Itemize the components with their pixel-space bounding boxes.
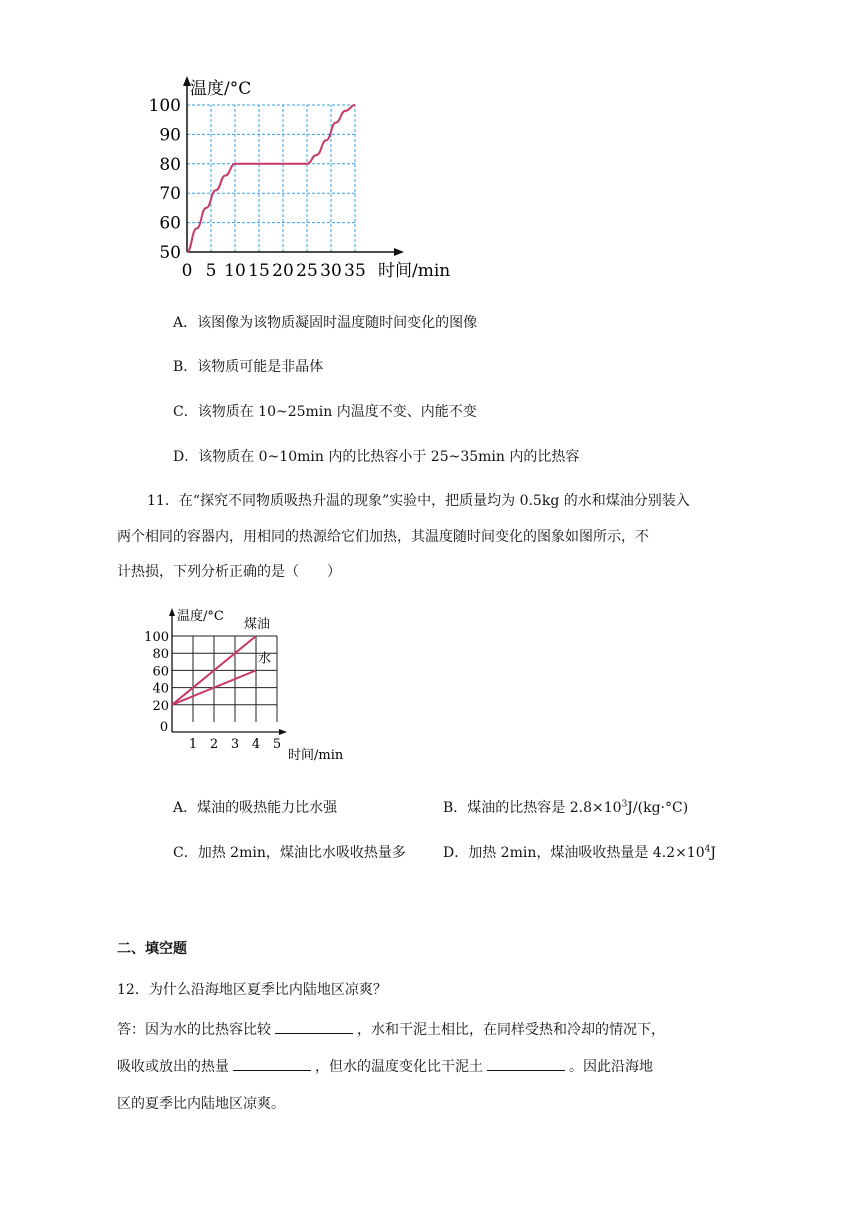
q10-option-c[interactable]: C．该物质在 10~25min 内温度不变、内能不变	[173, 404, 477, 420]
chart1-x-tick-label: 30	[320, 261, 342, 281]
chart1-y-tick-label: 100	[148, 96, 181, 116]
chart2-x-tick-label: 1	[188, 737, 198, 752]
chart1-x-tick-label: 20	[272, 261, 294, 281]
q10-option-d[interactable]: D．该物质在 0~10min 内的比热容小于 25~35min 内的比热容	[173, 449, 580, 465]
chart2-y-arrow	[169, 608, 175, 616]
chart1-y-tick-label: 80	[159, 154, 181, 175]
chart2-series-label: 煤油	[244, 617, 271, 632]
q12-blank-2[interactable]	[233, 1056, 311, 1071]
q11-option-c[interactable]: C．加热 2min，煤油比水吸收热量多	[173, 845, 406, 861]
q11-stem-line-2: 两个相同的容器内，用相同的热源给它们加热，其温度随时间变化的图象如图所示，不	[117, 529, 649, 545]
q12-answer-part-5: 。因此沿海地	[569, 1059, 653, 1075]
chart1-grid	[187, 105, 355, 252]
q12-blank-3[interactable]	[487, 1056, 565, 1071]
q11-option-d[interactable]	[443, 842, 716, 862]
chart2-tick-labels	[144, 630, 281, 752]
chart2-x-tick-label: 5	[272, 737, 282, 752]
chart2-y-tick-label: 20	[152, 698, 169, 714]
chart2-y-tick-label: 40	[152, 681, 169, 697]
chart2-x-tick-label: 4	[251, 737, 261, 752]
chart2-x-tick-label: 3	[230, 737, 240, 752]
chart1-x-tick-label: 0	[181, 261, 193, 281]
chart1-x-tick-label: 35	[344, 261, 366, 281]
q10-option-a[interactable]: A．该图像为该物质凝固时温度随时间变化的图像	[173, 315, 478, 331]
q11-option-d-exp: 4	[704, 844, 711, 855]
q11-option-b-suffix: J/(kg·°C)	[627, 800, 689, 816]
chart1-ylabel: 温度/°C	[190, 79, 252, 99]
q12-answer-part-3: 吸收或放出的热量	[117, 1059, 229, 1075]
chart1-y-tick-label: 90	[159, 125, 181, 146]
temperature-time-chart-1	[140, 70, 470, 285]
chart1-x-tick-label: 25	[296, 261, 318, 281]
chart2-series-label: 水	[258, 651, 272, 667]
temperature-time-chart-2	[140, 602, 360, 767]
chart1-y-tick-label: 50	[159, 243, 181, 263]
chart2-y-tick-label: 60	[152, 664, 169, 680]
q11-option-d-suffix: J	[710, 845, 716, 861]
chart2-x-tick-label: 0	[159, 720, 169, 735]
chart2-xlabel: 时间/min	[288, 748, 344, 763]
section-title-fill-in: 二、填空题	[117, 941, 187, 957]
chart1-axes	[183, 76, 404, 256]
chart1-x-tick-label: 15	[248, 261, 270, 281]
q12-blank-1[interactable]	[275, 1019, 353, 1034]
chart2-ylabel: 温度/°C	[177, 609, 224, 624]
q11-option-b-prefix: B．煤油的比热容是 2.8×10	[443, 800, 622, 816]
chart1-y-tick-label: 60	[159, 213, 181, 234]
q11-stem-line-3: 计热损，下列分析正确的是（ ）	[117, 564, 341, 580]
q12-answer-part-1: 答：因为水的比热容比较	[117, 1022, 271, 1038]
chart1-x-tick-label: 5	[205, 261, 217, 281]
q11-stem-line-1: 11．在“探究不同物质吸热升温的现象”实验中，把质量均为 0.5kg 的水和煤油分别装入	[147, 493, 690, 509]
q11-option-b[interactable]	[443, 797, 688, 817]
q11-option-b-exp: 3	[621, 799, 628, 810]
chart1-y-tick-label: 70	[159, 184, 181, 205]
q12-answer-part-4: ，但水的温度变化比干泥土	[315, 1059, 483, 1075]
chart2-series-labels	[244, 616, 271, 666]
q12-answer-part-2: ，水和干泥土相比，在同样受热和冷却的情况下，	[357, 1022, 665, 1038]
chart1-x-tick-label: 10	[224, 261, 246, 281]
q11-option-a[interactable]: A．煤油的吸热能力比水强	[173, 800, 338, 816]
q11-option-d-prefix: D．加热 2min，煤油吸收热量是 4.2×10	[443, 845, 705, 861]
chart2-y-tick-label: 80	[152, 647, 169, 663]
q10-option-b[interactable]: B．该物质可能是非晶体	[173, 359, 324, 375]
chart2-grid	[172, 636, 277, 722]
q12-answer-part-6: 区的夏季比内陆地区凉爽。	[117, 1096, 285, 1112]
chart2-y-tick-label: 100	[144, 630, 169, 645]
chart1-curve	[187, 105, 355, 252]
chart1-xlabel: 时间/min	[378, 261, 451, 281]
chart2-x-tick-label: 2	[209, 737, 219, 752]
chart2-x-arrow	[279, 729, 287, 735]
q12-stem: 12．为什么沿海地区夏季比内陆地区凉爽？	[117, 982, 387, 998]
chart1-x-arrow	[394, 248, 404, 256]
q12-answer	[117, 1012, 722, 1123]
